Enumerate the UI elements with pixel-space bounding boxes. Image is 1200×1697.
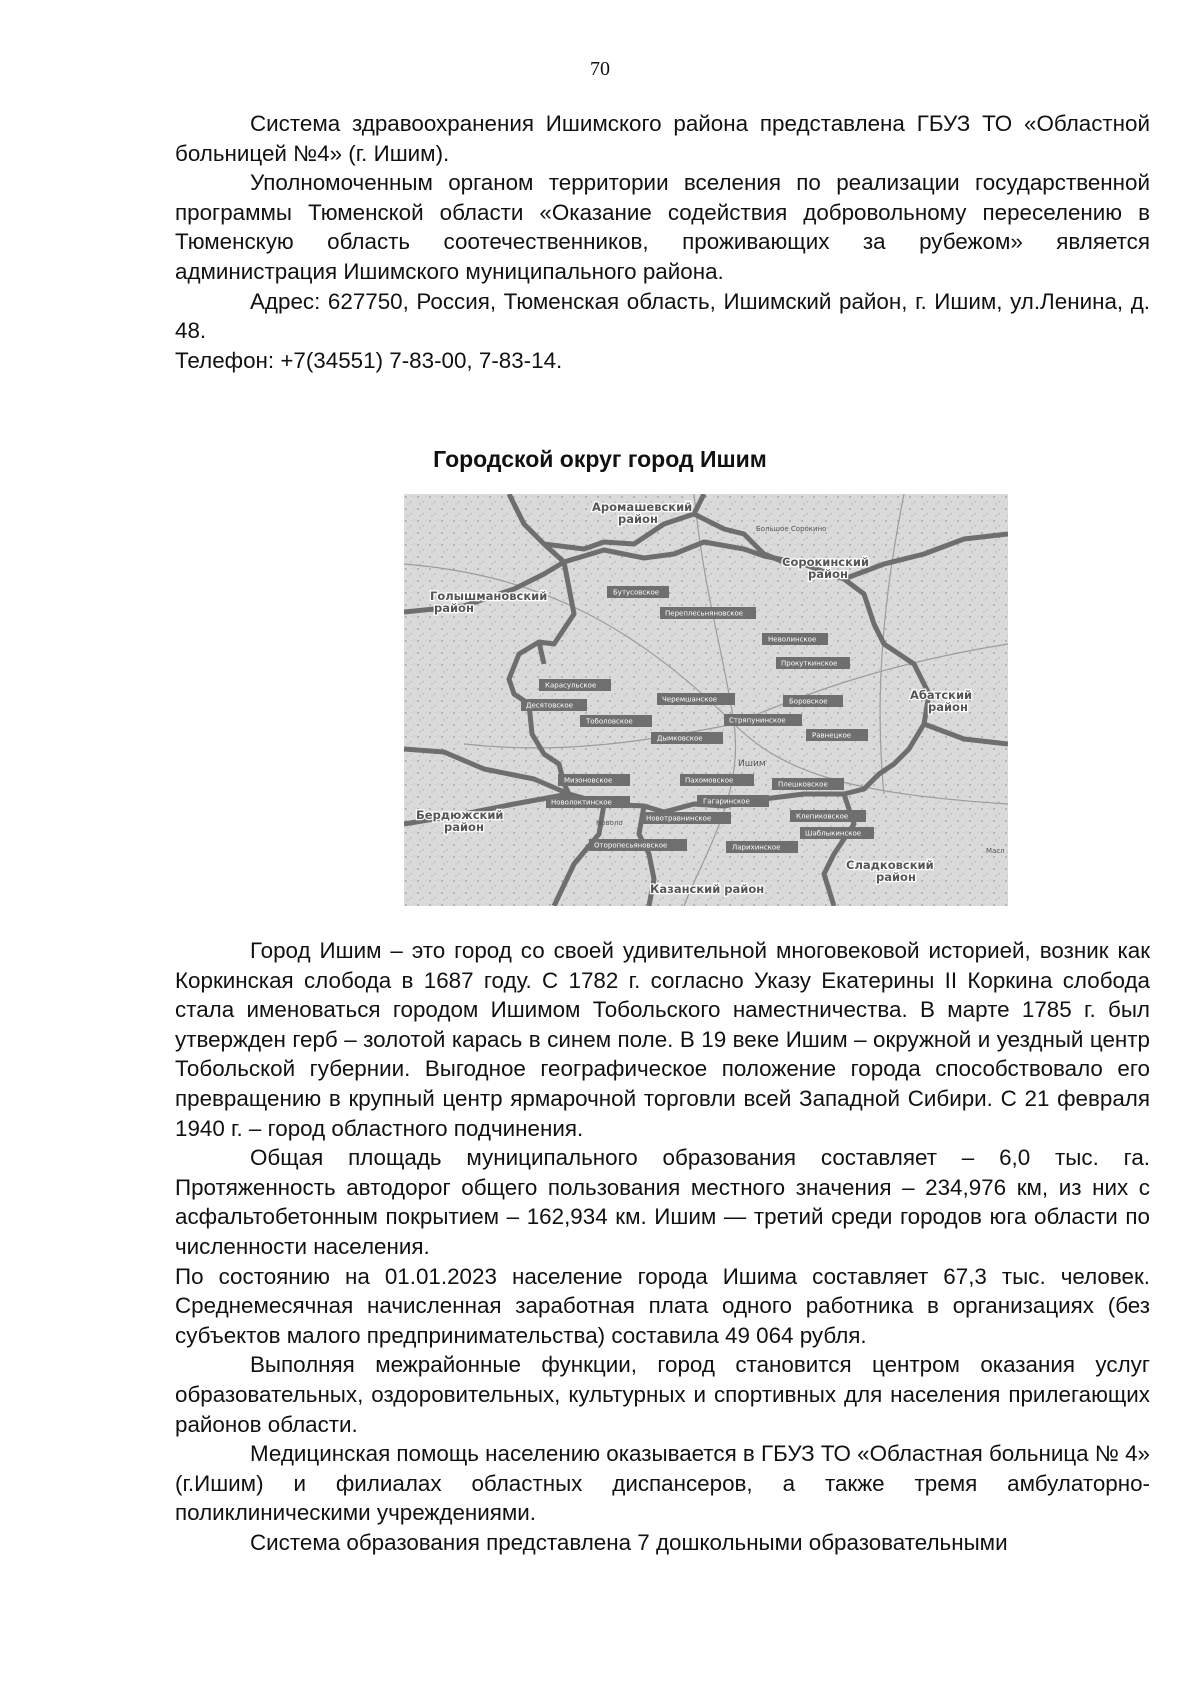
settlement-otoropesnyanskoe — [589, 839, 687, 851]
svg-text:Плешковское: Плешковское — [778, 780, 828, 789]
svg-text:Равнецкое: Равнецкое — [812, 731, 852, 740]
place-label-masl: Масл — [986, 847, 1005, 855]
settlement-novolokt — [546, 796, 630, 808]
settlement-karasulskoe — [539, 679, 611, 691]
svg-text:Неволинское: Неволинское — [768, 635, 817, 644]
settlement-pleshkovskoe — [772, 778, 844, 790]
settlement-borovskoe — [783, 695, 843, 707]
settlement-klepikovskoe — [790, 810, 866, 822]
history-paragraph: Город Ишим – это город со своей удивительной многовековой историей, возник как Коркинская слобода в 1687 году. С 1782 г. согласно Указу Екатерины II Коркина слобода стала именоваться городом Ишимом Тобольского наместничества. В марте 1785 г. был утвержден герб – золотой карась в синем поле. В 19 веке Ишим – окружной и уездный центр Тобольской губернии. Выгодное географическое положение города способствовало его превращению в крупный центр ярмарочной торговли всей Западной Сибири. С 21 февраля 1940 г. – город областного подчинения. — [175, 938, 1150, 1141]
settlement-mizonovskoe — [558, 774, 630, 786]
svg-text:Мизоновское: Мизоновское — [564, 776, 613, 785]
intro-paragraph-address: Адрес: 627750, Россия, Тюменская область, Ишимский район, г. Ишим, ул.Ленина, д. 48. — [175, 288, 1150, 344]
settlement-pereplesnyanskoe — [660, 607, 756, 619]
svg-text:Лариxинское: Лариxинское — [732, 843, 781, 852]
intro-phone: Телефон: +7(34551) 7-83-00, 7-83-14. — [175, 347, 563, 373]
settlement-novotravninskoe — [641, 812, 731, 824]
functions-paragraph: Выполняя межрайонные функции, город становится центром оказания услуг образовательных, оздоровительных, культурных и спортивных для населения прилегающих районов области. — [175, 1352, 1150, 1437]
district-map-svg — [404, 494, 1008, 906]
svg-text:Бутусовское: Бутусовское — [613, 588, 660, 597]
settlement-stryapuninskoe — [724, 714, 802, 726]
place-label-bolshoe-sorokino: Большое Сорокино — [756, 525, 827, 533]
district-label-aromashevsky: Аромашевский — [592, 500, 693, 514]
district-label-sorokinsky-suffix: район — [808, 567, 848, 581]
settlement-butusovskoe — [607, 586, 669, 598]
district-label-abatsky-suffix: район — [928, 700, 968, 714]
district-label-sladkovsky: Сладковский — [846, 858, 934, 872]
settlement-larikhinskoe — [726, 841, 798, 853]
place-label-novolo: Новоло — [596, 819, 623, 827]
settlement-tobolovskoe — [580, 715, 652, 727]
svg-text:Новолоктинское: Новолоктинское — [551, 798, 612, 807]
education-paragraph: Система образования представлена 7 дошкольными образовательными — [250, 1529, 1008, 1555]
settlement-desyatovskoe — [521, 699, 587, 711]
population-paragraph: По состоянию на 01.01.2023 население города Ишима составляет 67,3 тыс. человек. Среднемесячная начисленная заработная плата одного работника в организациях (без субъектов малого предпринимательства) составила 49 064 рубля. — [175, 1263, 1150, 1348]
svg-text:Новотравнинское: Новотравнинское — [646, 814, 712, 823]
svg-text:Гагаринское: Гагаринское — [703, 797, 750, 806]
settlement-novolokskoe — [762, 633, 828, 645]
svg-text:Пахомовское: Пахомовское — [685, 776, 734, 785]
settlement-cheremshanskoe — [657, 693, 735, 705]
svg-text:Шаблыкинское: Шаблыкинское — [805, 829, 862, 838]
svg-text:Клепиковское: Клепиковское — [796, 812, 849, 821]
district-label-kazansky: Казанский район — [650, 882, 765, 896]
district-label-aromashevsky-suffix: район — [618, 512, 658, 526]
svg-text:Отоpопесьяновское: Отоpопесьяновское — [594, 841, 668, 850]
svg-text:Переплесьняновское: Переплесьняновское — [665, 609, 744, 618]
area-paragraph: Общая площадь муниципального образования составляет – 6,0 тыс. га. Протяженность автодорог общего пользования местного значения – 234,976 км, из них с асфальтобетонным покрытием – 162,934 км. Ишим — третий среди городов юга области по численности населения. — [175, 1145, 1150, 1259]
settlement-pakhomovskoe — [680, 774, 754, 786]
svg-text:Дымковское: Дымковское — [657, 734, 703, 743]
svg-text:Черемшанское: Черемшанское — [662, 695, 718, 704]
settlement-gagarinskoe — [697, 795, 769, 807]
body-section — [175, 936, 1150, 1557]
district-label-berdyuzhsky: Бердюжский — [416, 808, 504, 822]
svg-text:Стряпунинское: Стряпунинское — [729, 716, 786, 725]
svg-text:Боровское: Боровское — [789, 697, 828, 706]
district-label-golyshmanovsky-suffix: район — [434, 601, 474, 615]
intro-paragraph-authority: Уполномоченным органом территории вселения по реализации государственной программы Тюменской области «Оказание содействия добровольному переселению в Тюменскую область соотечественников, проживающих за рубежом» является администрация Ишимского муниципального района. — [175, 170, 1150, 284]
svg-text:Карасульское: Карасульское — [545, 681, 597, 690]
settlement-ravnechnoe — [806, 729, 868, 741]
settlement-prokutkinskoe — [776, 657, 850, 669]
district-label-berdyuzhsky-suffix: район — [444, 820, 484, 834]
district-label-golyshmanovsky: Голышмановский — [430, 589, 548, 603]
page-number: 70 — [590, 58, 610, 80]
settlement-dymkovskoe — [651, 732, 723, 744]
intro-paragraph-health: Система здравоохранения Ишимского района представлена ГБУЗ ТО «Областной больницей №4» (г. Ишим). — [175, 111, 1150, 166]
district-label-abatsky: Абатский — [910, 688, 973, 702]
svg-text:Десятовское: Десятовское — [526, 701, 573, 710]
district-map — [404, 494, 1008, 906]
section-title: Городской округ город Ишим — [433, 446, 767, 472]
district-label-sladkovsky-suffix: район — [876, 870, 916, 884]
svg-text:Тоболовское: Тоболовское — [586, 717, 633, 726]
intro-section — [175, 109, 1150, 375]
medical-paragraph: Медицинская помощь населению оказывается в ГБУЗ ТО «Областная больница № 4» (г.Ишим) и филиалах областных диспансеров, а также тремя амбулаторно-поликлиническими учреждениями. — [175, 1441, 1150, 1526]
district-label-sorokinsky: Сорокинский — [782, 555, 870, 569]
settlement-shabanovskoe — [800, 827, 874, 839]
place-label-ishim: Ишим — [738, 759, 766, 769]
svg-text:Прокуткинское: Прокуткинское — [781, 659, 838, 668]
